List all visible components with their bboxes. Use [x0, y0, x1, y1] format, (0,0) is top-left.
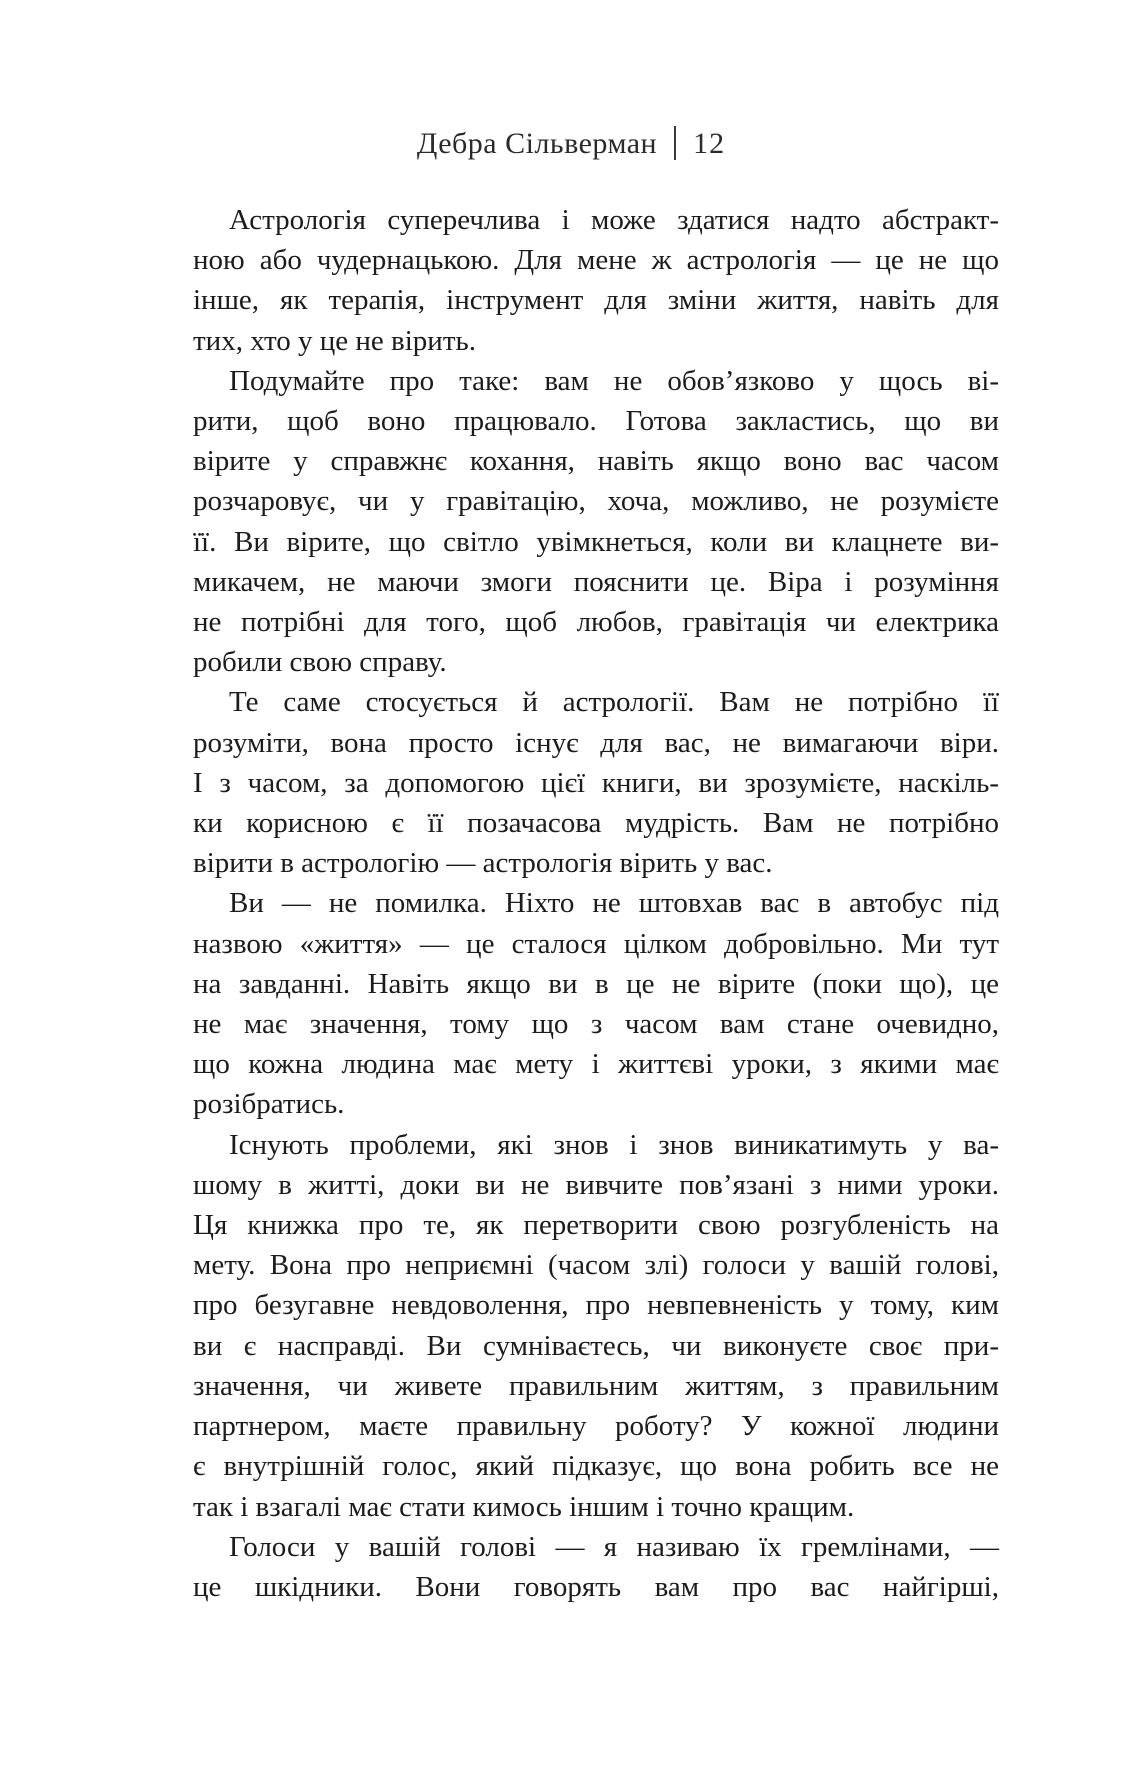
text-line: партнером, маєте правильну роботу? У кожної людини: [193, 1410, 999, 1443]
text-line: інше, як терапія, інструмент для зміни життя, навіть для: [193, 284, 999, 317]
header-separator-rule: [674, 126, 676, 160]
text-line: Те саме стосується й астрології. Вам не потрібно її: [229, 686, 999, 719]
text-line: так і взагалі має стати кимось іншим і точно кращим.: [193, 1490, 855, 1523]
text-line: назвою «життя» — це сталося цілком добровільно. Ми тут: [193, 927, 999, 960]
text-line: ви є насправді. Ви сумніваєтесь, чи виконуєте своє при-: [193, 1329, 999, 1362]
text-line: мету. Вона про неприємні (часом злі) голоси у вашій голові,: [193, 1249, 999, 1282]
text-line: Ця книжка про те, як перетворити свою розгубленість на: [193, 1209, 999, 1242]
header-page-number: 12: [693, 127, 726, 160]
text-line: робили свою справу.: [193, 646, 447, 679]
text-line: розчаровує, чи у гравітацію, хоча, можливо, не розумієте: [193, 485, 999, 518]
text-line: І з часом, за допомогою цієї книги, ви зрозумієте, наскіль-: [193, 766, 999, 799]
text-line: про безугавне невдоволення, про невпевненість у тому, ким: [193, 1289, 999, 1322]
text-line: це шкідники. Вони говорять вам про вас найгірші,: [193, 1570, 999, 1603]
text-line: значення, чи живете правильним життям, з правильним: [193, 1369, 999, 1402]
text-line: ною або чудернацькою. Для мене ж астрологія — це не що: [193, 244, 999, 277]
text-line: вірити в астрологію — астрологія вірить у вас.: [193, 847, 773, 880]
text-line: Існують проблеми, які знов і знов виникатимуть у ва-: [229, 1128, 999, 1161]
text-line: ки корисною є її позачасова мудрість. Вам не потрібно: [193, 807, 999, 840]
text-line: Подумайте про таке: вам не обов’язково у щось ві-: [229, 364, 999, 397]
page-text: [193, 200, 999, 1607]
text-line: вірите у справжнє кохання, навіть якщо воно вас часом: [193, 445, 999, 478]
text-line: розуміти, вона просто існує для вас, не вимагаючи віри.: [193, 726, 999, 759]
text-line: рити, щоб воно працювало. Готова закластись, що ви: [193, 405, 999, 438]
text-line: микачем, не маючи змоги пояснити це. Віра і розуміння: [193, 565, 999, 598]
text-line: на завданні. Навіть якщо ви в це не вірите (поки що), це: [193, 967, 999, 1000]
text-line: Ви — не помилка. Ніхто не штовхав вас в автобус під: [229, 887, 999, 920]
text-line: розібратись.: [193, 1088, 345, 1121]
header-author: Дебра Сільверман: [416, 127, 658, 160]
text-line: шому в житті, доки ви не вивчите пов’язані з ними уроки.: [193, 1168, 999, 1201]
text-line: тих, хто у це не вірить.: [193, 324, 476, 357]
text-line: її. Ви вірите, що світло увімкнеться, коли ви клацнете ви-: [193, 525, 999, 558]
text-line: не потрібні для того, щоб любов, гравітація чи електрика: [193, 606, 999, 639]
running-header: [0, 126, 1142, 161]
text-line: не має значення, тому що з часом вам стане очевидно,: [193, 1008, 999, 1041]
text-line: Голоси у вашій голові — я називаю їх гремлінами, —: [229, 1530, 999, 1563]
text-line: є внутрішній голос, який підказує, що вона робить все не: [193, 1450, 999, 1483]
text-line: що кожна людина має мету і життєві уроки, з якими має: [193, 1048, 999, 1081]
text-line: Астрологія суперечлива і може здатися надто абстракт-: [229, 204, 999, 236]
